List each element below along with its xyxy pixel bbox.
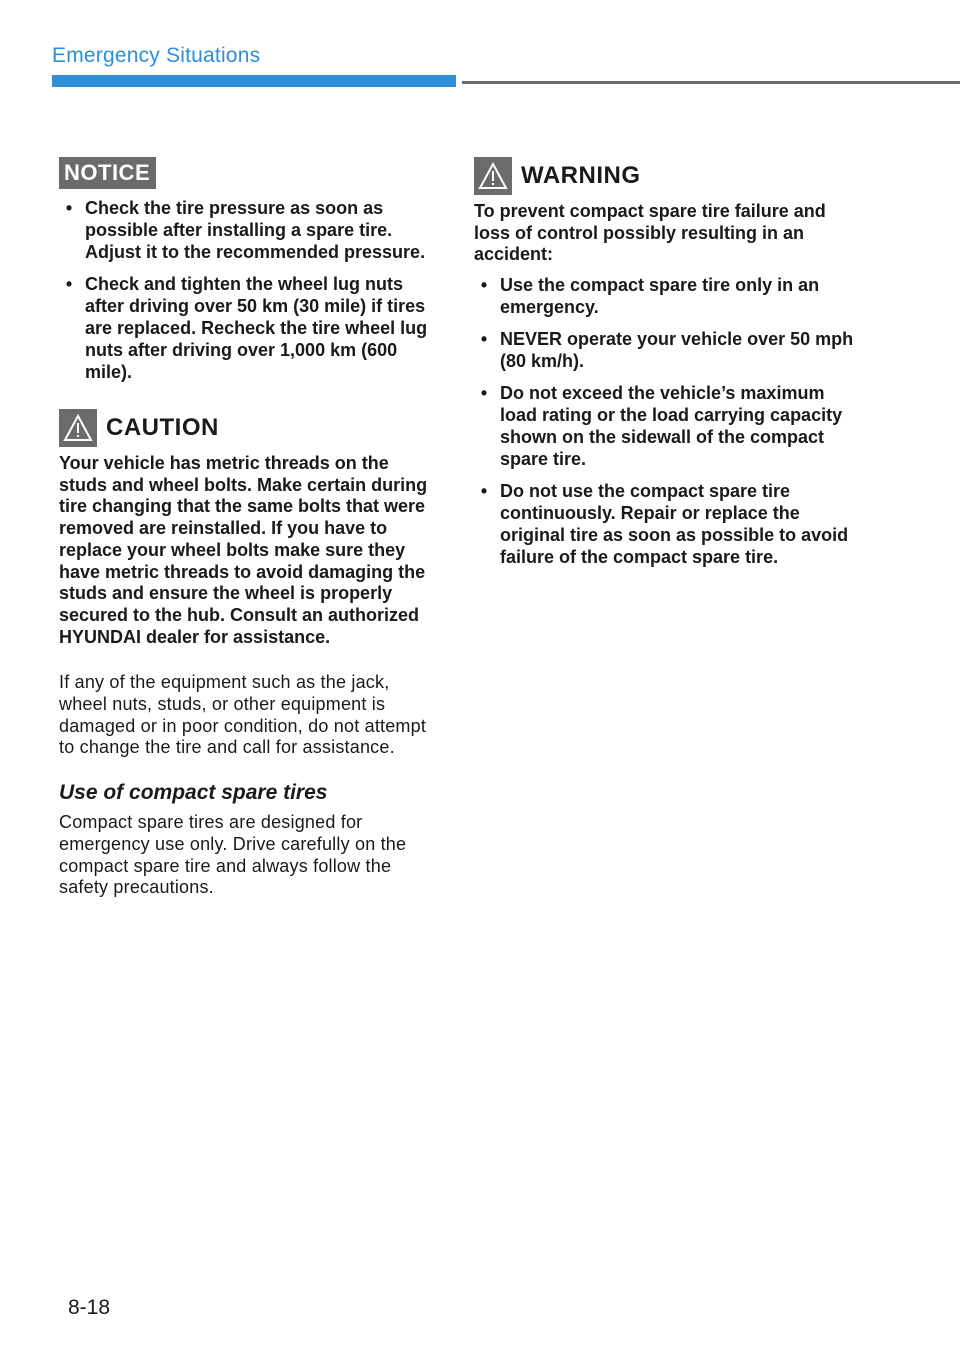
page-number: 8-18	[68, 1296, 111, 1319]
list-item	[474, 328, 854, 372]
list-item	[474, 274, 854, 318]
caution-body: Your vehicle has metric threads on the studs and wheel bolts. Make certain during tire changing that the same bolts that were removed are reinstalled. If you have to replace your wheel bolts make sure they have metric threads to avoid damaging the studs and ensure the wheel is properly secured to the hub. Consult an authorized HYUNDAI dealer for assistance.	[59, 453, 428, 647]
warning-item-text: Do not exceed the vehicle’s maximum load rating or the load carrying capacity shown on the sidewall of the compact spare tire.	[500, 383, 843, 470]
warning-list	[474, 274, 854, 568]
right-column	[474, 157, 854, 578]
header-rule	[462, 81, 960, 84]
warning-intro: To prevent compact spare tire failure and loss of control possibly resulting in an accident:	[474, 201, 826, 265]
notice-badge: NOTICE	[59, 157, 156, 189]
bullet-icon: •	[480, 383, 488, 404]
warning-item-text: NEVER operate your vehicle over 50 mph (80 km/h).	[500, 329, 854, 372]
bullet-icon: •	[480, 481, 488, 502]
warning-triangle-icon	[59, 409, 97, 447]
bullet-icon: •	[65, 274, 73, 294]
warning-box	[474, 157, 854, 568]
bullet-icon: •	[480, 329, 488, 350]
warning-item-text: Do not use the compact spare tire continuously. Repair or replace the original tire as soon as possible to avoid failure of the compact spare tire.	[500, 481, 849, 568]
compact-spare-section	[59, 781, 437, 899]
caution-title: CAUTION	[106, 414, 219, 441]
list-item	[59, 197, 437, 263]
section-heading: Use of compact spare tires	[59, 781, 328, 805]
header-accent-bar	[52, 75, 456, 87]
equipment-paragraph: If any of the equipment such as the jack, wheel nuts, studs, or other equipment is damaged or in poor condition, do not attempt to change the tire and call for assistance.	[59, 672, 427, 758]
bullet-icon: •	[65, 198, 73, 218]
bullet-icon: •	[480, 275, 488, 296]
caution-box	[59, 409, 437, 648]
list-item	[474, 480, 854, 568]
notice-item-text: Check the tire pressure as soon as possible after installing a spare tire. Adjust it to the recommended pressure.	[85, 198, 426, 262]
notice-box	[59, 157, 437, 383]
list-item	[474, 382, 854, 470]
warning-item-text: Use the compact spare tire only in an emergency.	[500, 275, 820, 318]
notice-list	[59, 197, 437, 383]
warning-title: WARNING	[521, 162, 641, 189]
section-title: Emergency Situations	[52, 44, 261, 67]
compact-spare-body: Compact spare tires are designed for emergency use only. Drive carefully on the compact spare tire and always follow the safety precautions.	[59, 812, 407, 898]
warning-triangle-icon	[474, 157, 512, 195]
list-item	[59, 273, 437, 383]
left-column	[59, 157, 437, 899]
notice-item-text: Check and tighten the wheel lug nuts after driving over 50 km (30 mile) if tires are replaced. Recheck the tire wheel lug nuts after driving over 1,000 km (600 mile).	[85, 274, 428, 382]
